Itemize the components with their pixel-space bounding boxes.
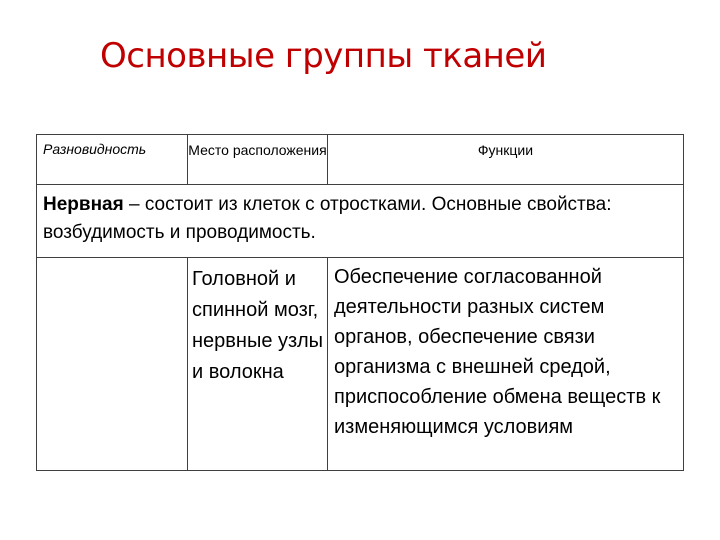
table-row [37, 258, 683, 470]
cell-functions: Обеспечение согласованной деятельности разных систем органов, обеспечение связи организма с внешней средой, приспособление обмена веществ к изменяющимся условиям [327, 258, 683, 470]
cell-location: Головной и спинной мозг, нервные узлы и волокна [187, 258, 327, 470]
header-location: Место расположения [187, 135, 327, 184]
cell-type [37, 258, 187, 470]
tissue-section-row [37, 185, 683, 258]
tissue-name: Нервная [43, 194, 124, 215]
tissue-table [36, 134, 684, 471]
slide-title: Основные группы тканей [100, 36, 547, 76]
tissue-description: – состоит из клеток с отростками. Основные свойства: возбудимость и проводимость. [43, 194, 612, 243]
table-header-row [37, 135, 683, 185]
header-type: Разновидность [43, 141, 147, 157]
header-functions: Функции [327, 135, 683, 184]
